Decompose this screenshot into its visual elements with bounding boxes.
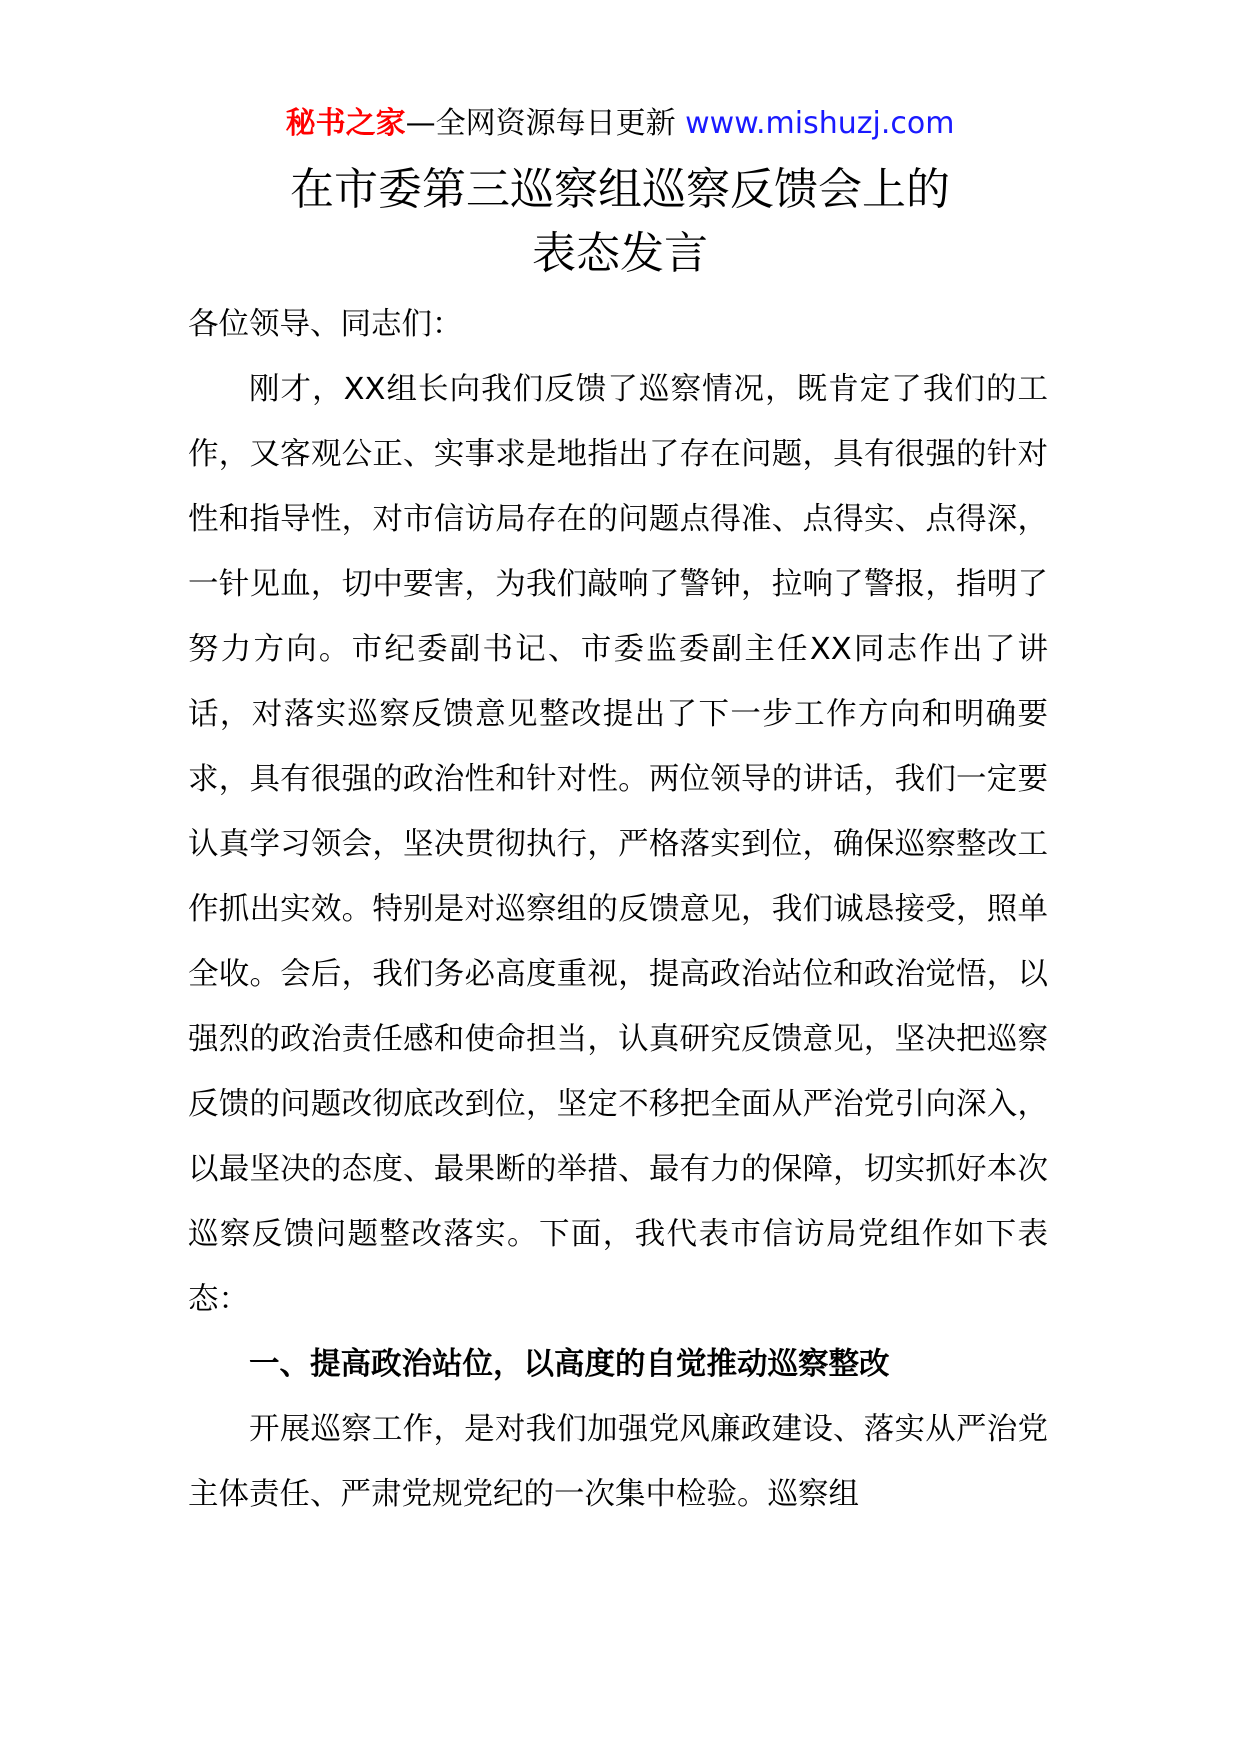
- header-tagline: —全网资源每日更新: [405, 106, 686, 141]
- brand-name: 秘书之家: [285, 106, 406, 141]
- section-heading: 一、提高政治站位，以高度的自觉推动巡察整改: [249, 1347, 890, 1382]
- site-url: www.mishuzj.com: [685, 106, 955, 141]
- body-paragraph: 刚才，XX组长向我们反馈了巡察情况，既肯定了我们的工作，又客观公正、实事求是地指出了存在问题，具有很强的针对性和指导性，对市信访局存在的问题点得准、点得实、点得深，一针见血，切中要害，为我们敲响了警钟，拉响了警报，指明了努力方向。市纪委副书记、市委监委副主任XX同志作出了讲话，对落实巡察反馈意见整改提出了下一步工作方向和明确要求，具有很强的政治性和针对性。两位领导的讲话，我们一定要认真学习领会，坚决贯彻执行，严格落实到位，确保巡察整改工作抓出实效。特别是对巡察组的反馈意见，我们诚恳接受，照单全收。会后，我们务必高度重视，提高政治站位和政治觉悟，以强烈的政治责任感和使命担当，认真研究反馈意见，坚决把巡察反馈的问题改彻底改到位，坚定不移把全面从严治党引向深入，以最坚决的态度、最果断的举措、最有力的保障，切实抓好本次巡察反馈问题整改落实。下面，我代表市信访局党组作如下表态：: [188, 372, 1048, 1317]
- site-header-banner: [0, 104, 1240, 144]
- document-body: [188, 292, 1048, 1527]
- document-title-line-2: 表态发言: [532, 228, 708, 279]
- document-title-line-1: 在市委第三巡察组巡察反馈会上的: [290, 164, 950, 215]
- salutation: 各位领导、同志们：: [188, 307, 463, 342]
- body-paragraph: 开展巡察工作，是对我们加强党风廉政建设、落实从严治党主体责任、严肃党规党纪的一次集中检验。巡察组: [188, 1412, 1048, 1512]
